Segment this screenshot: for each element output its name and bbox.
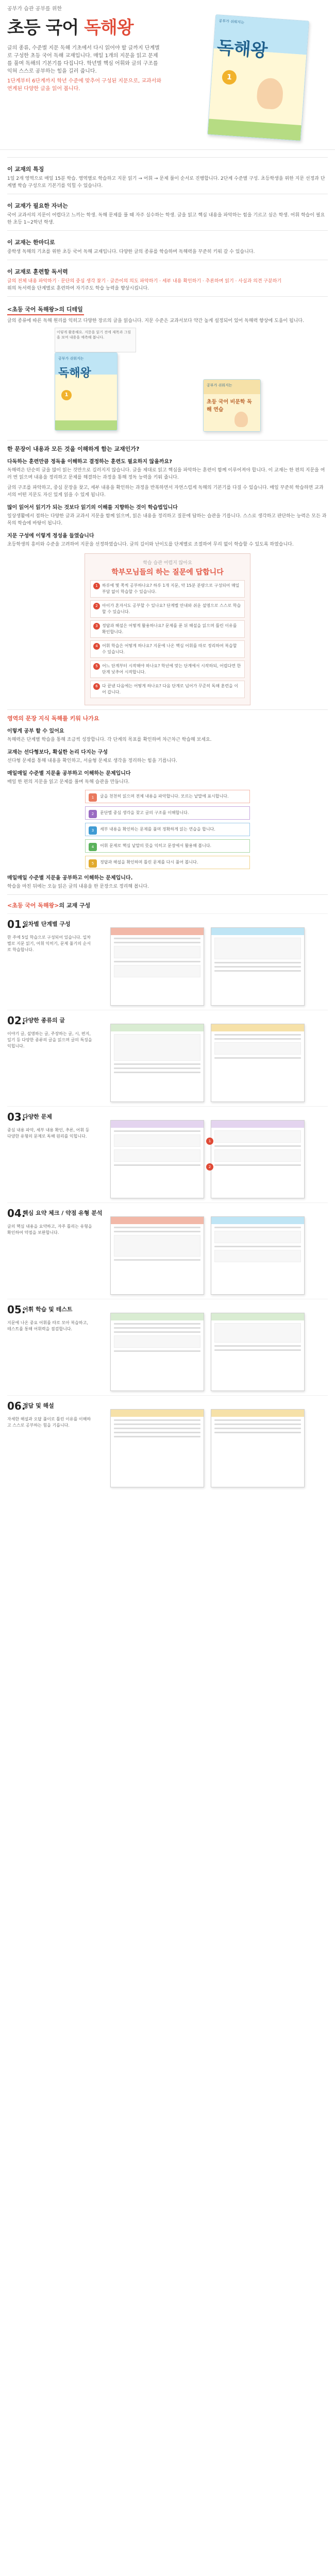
cover-level-badge: 1 xyxy=(222,70,237,85)
step-item xyxy=(85,806,250,820)
section-body-target: 국어 교과서의 지문이 어렵다고 느끼는 학생. 독해 문제를 풀 때 자주 실수하는 학생. 글을 읽고 핵심 내용을 파악하는 힘을 기르고 싶은 학생. 어휘 학습이 필요한 초등 1~2학년 학생. xyxy=(7,213,325,225)
step-text: 문단별 중심 생각을 찾고 글의 구조를 이해합니다. xyxy=(100,810,189,815)
step-level: 5 xyxy=(89,859,97,868)
faq-item-text: 하루에 몇 쪽씩 공부하나요? 하루 1개 지문, 약 15분 분량으로 구성되어 매일 부담 없이 학습할 수 있습니다. xyxy=(102,583,240,594)
composition-desc: 한 주에 5일 학습으로 구성되어 있습니다. 일차별로 지문 읽기, 어휘 익히기, 문제 풀기의 순서로 학습합니다. xyxy=(7,935,91,952)
faq-top: 학습 습관 어렵지 않아요 xyxy=(143,561,192,566)
step-level: 1 xyxy=(89,793,97,802)
sample-page xyxy=(110,1313,204,1391)
section-heading-skills: 이 교재로 훈련할 독서력 xyxy=(7,268,68,275)
faq-item-num: 4 xyxy=(93,643,100,650)
composition-num: 04. xyxy=(7,1207,26,1219)
steps-closing-sub: 매일매일 수준별 지문을 공부하고 이해하는 문제입니다. xyxy=(7,875,133,881)
sample-page xyxy=(211,1120,305,1198)
feature-note: 이렇게 활용해요. 지문을 읽기 전에 제목과 그림을 보며 내용을 예측해 봅니다. xyxy=(55,328,136,352)
composition-item xyxy=(7,1202,328,1299)
composition-desc: 이야기 글, 설명하는 글, 주장하는 글, 시, 편지, 일기 등 다양한 종류의 글을 읽으며 글의 특징을 익힙니다. xyxy=(7,1031,92,1048)
question-p2: 글의 구조를 파악하고, 중심 문장을 찾고, 세부 내용을 확인하는 과정을 반복하면서 자연스럽게 독해의 기본기를 다질 수 있습니다. 매일 꾸준히 학습하면 교과서의 어떤 지문도 자신 있게 읽을 수 있게 됩니다. xyxy=(7,485,324,498)
faq-item-num: 6 xyxy=(93,683,100,690)
faq-item-num: 1 xyxy=(93,583,100,589)
composition-desc: 지문에 나온 중요 어휘를 따로 모아 복습하고, 테스트를 통해 어휘력을 점검합니다. xyxy=(7,1320,88,1331)
section-body-skills: 위의 독서력을 단계별로 훈련하여 자기주도 학습 능력을 향상시킵니다. xyxy=(7,286,149,291)
steps-sub3: 매일매일 수준별 지문을 공부하고 이해하는 문제입니다 xyxy=(7,771,131,776)
sample-page xyxy=(110,1216,204,1295)
feature-badge: <초등 국어 독해왕>의 디테일 xyxy=(7,305,84,315)
steps-sub: 이렇게 공부 할 수 있어요 xyxy=(7,728,64,734)
composition-title: 어휘 학습 및 테스트 xyxy=(23,1306,73,1313)
faq-item-text: 어느 단계부터 시작해야 하나요? 학년에 맞는 단계에서 시작하되, 어렵다면 한 단계 낮추어 시작합니다. xyxy=(102,664,241,674)
section-heading-target: 이 교재가 필요한 자녀는 xyxy=(7,202,68,209)
faq-item-text: 다 끝낸 다음에는 어떻게 하나요? 다음 단계로 넘어가 꾸준히 독해 훈련을 이어 갑니다. xyxy=(102,684,239,694)
faq-item xyxy=(90,620,245,638)
step-text: 정답과 해설을 확인하며 틀린 문제를 다시 풀어 봅니다. xyxy=(100,860,198,865)
feature-book-cover xyxy=(55,352,118,431)
steps-p3: 매일 한 편의 지문을 읽고 문제를 풀며 독해 습관을 만듭니다. xyxy=(7,779,130,785)
step-item xyxy=(85,839,250,853)
divider xyxy=(7,709,328,710)
composition-title: 다양한 문제 xyxy=(23,1113,52,1120)
title-main: 초등 국어 xyxy=(7,18,85,38)
cover-small-text: 공부가 쉬워지는 xyxy=(219,19,245,25)
cover-title: 독해왕 xyxy=(216,37,269,62)
composition-num: 06. xyxy=(7,1400,26,1412)
composition-desc: 중심 내용 파악, 세부 내용 확인, 추론, 어휘 등 다양한 유형의 문제로 독해 원리를 익힙니다. xyxy=(7,1128,90,1139)
step-item xyxy=(85,790,250,803)
divider xyxy=(7,157,328,158)
step-level: 2 xyxy=(89,810,97,818)
question-p4: 초등학생의 흥미와 수준을 고려하여 지문을 선정하였습니다. 글의 길이와 난이도를 단계별로 조절하여 무리 없이 학습할 수 있도록 하였습니다. xyxy=(7,542,294,547)
composition-heading xyxy=(7,901,328,909)
steps-list xyxy=(85,790,250,869)
header-lead: 글의 종류, 수준별 지문 독해 기초에서 다시 읽어야 할 글까지 단계별로 구성한 초등 국어 독해 교재입니다. 매일 1개의 지문을 읽고 문제를 풀며 독해의 기본기를 다집니다. 학년별 핵심 어휘와 글의 구조를 익혀 스스로 공부하는 힘을 길러 줍니다. xyxy=(7,45,160,74)
feature-intro: 글의 종류에 따른 독해 원리를 익히고 다양한 장르의 글을 읽습니다. 지문 수준은 교과서보다 약간 높게 설정되어 있어 독해력 향상에 도움이 됩니다. xyxy=(7,318,304,324)
section-body-features: 1일 2개 영역으로 매일 15분 학습. 영역별로 학습하고 지문 읽기 → 어휘 → 문제 풀이 순서로 진행합니다. 2단계 수준별 구성. 초등학생을 위한 지문 선정과 단계별 학습 구성으로 기본기를 익힐 수 있습니다. xyxy=(7,176,325,189)
steps-p2: 선다형 문제를 통해 내용을 확인하고, 서술형 문제로 생각을 정리하는 힘을 기릅니다. xyxy=(7,758,177,764)
faq-item-num: 2 xyxy=(93,603,100,609)
composition-desc: 글의 핵심 내용을 요약하고, 자주 틀리는 유형을 확인하여 약점을 보완합니다. xyxy=(7,1224,92,1235)
divider xyxy=(7,894,328,895)
feature-book-title: 독해왕 xyxy=(58,367,91,380)
step-level: 3 xyxy=(89,826,97,835)
sample-page xyxy=(211,1024,305,1102)
question-sub: 다독하는 훈련만큼 정독을 이해하고 결정하는 훈련도 필요하지 않을까요? xyxy=(7,459,172,465)
sample-page xyxy=(110,927,204,1006)
question-sub3: 지문 구성에 이렇게 정성을 들였습니다 xyxy=(7,533,94,539)
steps-p1: 독해력은 단계별 학습을 통해 조금씩 성장합니다. 각 단계의 목표를 확인하며 차근차근 학습해 보세요. xyxy=(7,737,212,742)
annotation-marker: 2 xyxy=(206,1163,213,1171)
step-item xyxy=(85,856,250,869)
faq-item-text: 아이가 혼자서도 공부할 수 있나요? 단계별 안내와 쉬운 설명으로 스스로 학습할 수 있습니다. xyxy=(102,603,241,614)
composition-item xyxy=(7,1010,328,1106)
composition-num: 02. xyxy=(7,1014,26,1027)
book-cover-image xyxy=(207,14,309,141)
sample-page xyxy=(211,1313,305,1391)
faq-item xyxy=(90,580,245,598)
page-title xyxy=(7,13,133,39)
steps-closing: 학습을 마친 뒤에는 오늘 읽은 글의 내용을 한 문장으로 정리해 봅니다. xyxy=(7,884,149,889)
question-title: 한 문장이 내용과 모든 것을 이해하게 함는 교재인가? xyxy=(7,446,140,452)
feature-book2-cover xyxy=(203,379,261,432)
faq-title: 학부모님들의 하는 질문에 답합니다 xyxy=(111,568,224,577)
step-text: 어휘 문제로 핵심 낱말의 뜻을 익히고 문장에서 활용해 봅니다. xyxy=(100,843,212,848)
step-text: 글을 천천히 읽으며 전체 내용을 파악합니다. 모르는 낱말에 표시합니다. xyxy=(100,794,229,799)
cover-grass xyxy=(208,118,301,141)
sample-page xyxy=(110,1120,204,1198)
faq-item xyxy=(90,681,245,698)
faq-item-num: 3 xyxy=(93,623,100,630)
sample-page xyxy=(110,1409,204,1487)
feature-book2-title: 초등 국어 비문학 독해 연습 xyxy=(207,399,252,413)
header-lead-red: 1단계부터 6단계까지 학년 수준에 맞추어 구성된 지문으로, 교과서와 연계된 다양한 글을 읽어 봅니다. xyxy=(7,78,161,92)
composition-title: 다양한 종류의 글 xyxy=(23,1017,65,1024)
composition-heading-red: <초등 국어 독해왕> xyxy=(7,902,59,909)
divider xyxy=(7,296,328,297)
cover-kid-illustration xyxy=(256,77,284,110)
section-heading-summary: 이 교재는 한마디로 xyxy=(7,239,55,246)
composition-num: 01. xyxy=(7,918,26,930)
sample-page xyxy=(211,1216,305,1295)
step-item xyxy=(85,823,250,836)
faq-item xyxy=(90,660,245,678)
steps-title: 영역의 문장 지식 독해를 키워 나가요 xyxy=(7,715,99,722)
step-level: 4 xyxy=(89,843,97,851)
faq-item-num: 5 xyxy=(93,663,100,670)
sample-page xyxy=(110,1024,204,1102)
composition-desc: 자세한 해설과 오답 풀이로 틀린 이유를 이해하고 스스로 공부하는 힘을 기릅니다. xyxy=(7,1417,91,1428)
feature-image xyxy=(7,328,328,436)
annotation-marker: 1 xyxy=(206,1138,213,1145)
composition-item xyxy=(7,1106,328,1202)
composition-item xyxy=(7,1395,328,1492)
steps-sub2: 교재는 선다형보다, 확실한 논리 다지는 구성 xyxy=(7,750,108,755)
composition-title: 정답 및 해설 xyxy=(23,1402,54,1409)
composition-item xyxy=(7,1299,328,1395)
question-sub2: 많이 읽어서 읽기가 되는 것보다 읽기의 이해를 지향하는 것이 학습법입니다 xyxy=(7,505,178,511)
faq-item xyxy=(90,640,245,658)
composition-num: 05. xyxy=(7,1303,26,1316)
info-sections xyxy=(0,150,335,1497)
question-p1: 독해력은 단순히 글을 많이 읽는 것만으로 길러지지 않습니다. 글을 제대로 읽고 핵심을 파악하는 훈련이 함께 이루어져야 합니다. 이 교재는 한 편의 지문을 여러 번 읽으며 내용을 정리하고 문제를 해결하는 과정을 통해 정독 능력을 키워 줍니다. xyxy=(7,468,325,480)
feature-book-badge: 1 xyxy=(61,390,72,400)
composition-num: 03. xyxy=(7,1111,26,1123)
header-banner xyxy=(0,0,335,150)
header-eyebrow: 공부가 습관 공부를 위한 xyxy=(7,6,62,12)
sample-page xyxy=(211,927,305,1006)
divider xyxy=(7,230,328,231)
question-p3: 일상생활에서 접하는 다양한 글과 교과서 지문을 함께 읽으며, 읽은 내용을 정리하고 질문에 답하는 습관을 기릅니다. 스스로 생각하고 판단하는 능력은 모든 과목의 학습에 바탕이 됩니다. xyxy=(7,514,327,526)
title-accent: 독해왕 xyxy=(84,18,133,38)
composition-heading-text: 의 교재 구성 xyxy=(59,902,91,909)
step-text: 세부 내용을 확인하는 문제를 풀며 정확하게 읽는 연습을 합니다. xyxy=(100,827,215,832)
section-heading-features: 이 교재의 특징 xyxy=(7,166,44,173)
faq-item-text: 정답과 해설은 어떻게 활용하나요? 문제를 푼 뒤 해설을 읽으며 틀린 이유를 확인합니다. xyxy=(102,623,237,634)
faq-item xyxy=(90,600,245,618)
section-body-summary: 중학생 독해의 기초를 위한 초등 국어 독해 교재입니다. 다양한 글의 종류를 학습하며 독해력을 꾸준히 키워 갈 수 있습니다. xyxy=(7,249,255,255)
feature-book2-small: 공부가 쉬워지는 xyxy=(207,383,232,387)
composition-title: 핵심 요약 체크 / 약점 유형 분석 xyxy=(23,1210,103,1216)
faq-panel xyxy=(85,553,250,705)
composition-item xyxy=(7,913,328,1010)
section-skills-red: 글의 전체 내용 파악하기 · 문단의 중심 생각 찾기 · 글쓴이의 의도 파악하기 · 세부 내용 확인하기 · 추론하며 읽기 · 사실과 의견 구분하기 xyxy=(7,279,282,284)
feature-book-small: 공부가 쉬워지는 xyxy=(58,357,84,361)
faq-item-text: 어휘 학습은 어떻게 하나요? 지문에 나온 핵심 어휘를 따로 정리하여 복습할 수 있습니다. xyxy=(102,643,237,654)
composition-title: 일차별 단계별 구성 xyxy=(23,921,71,927)
sample-page xyxy=(211,1409,305,1487)
